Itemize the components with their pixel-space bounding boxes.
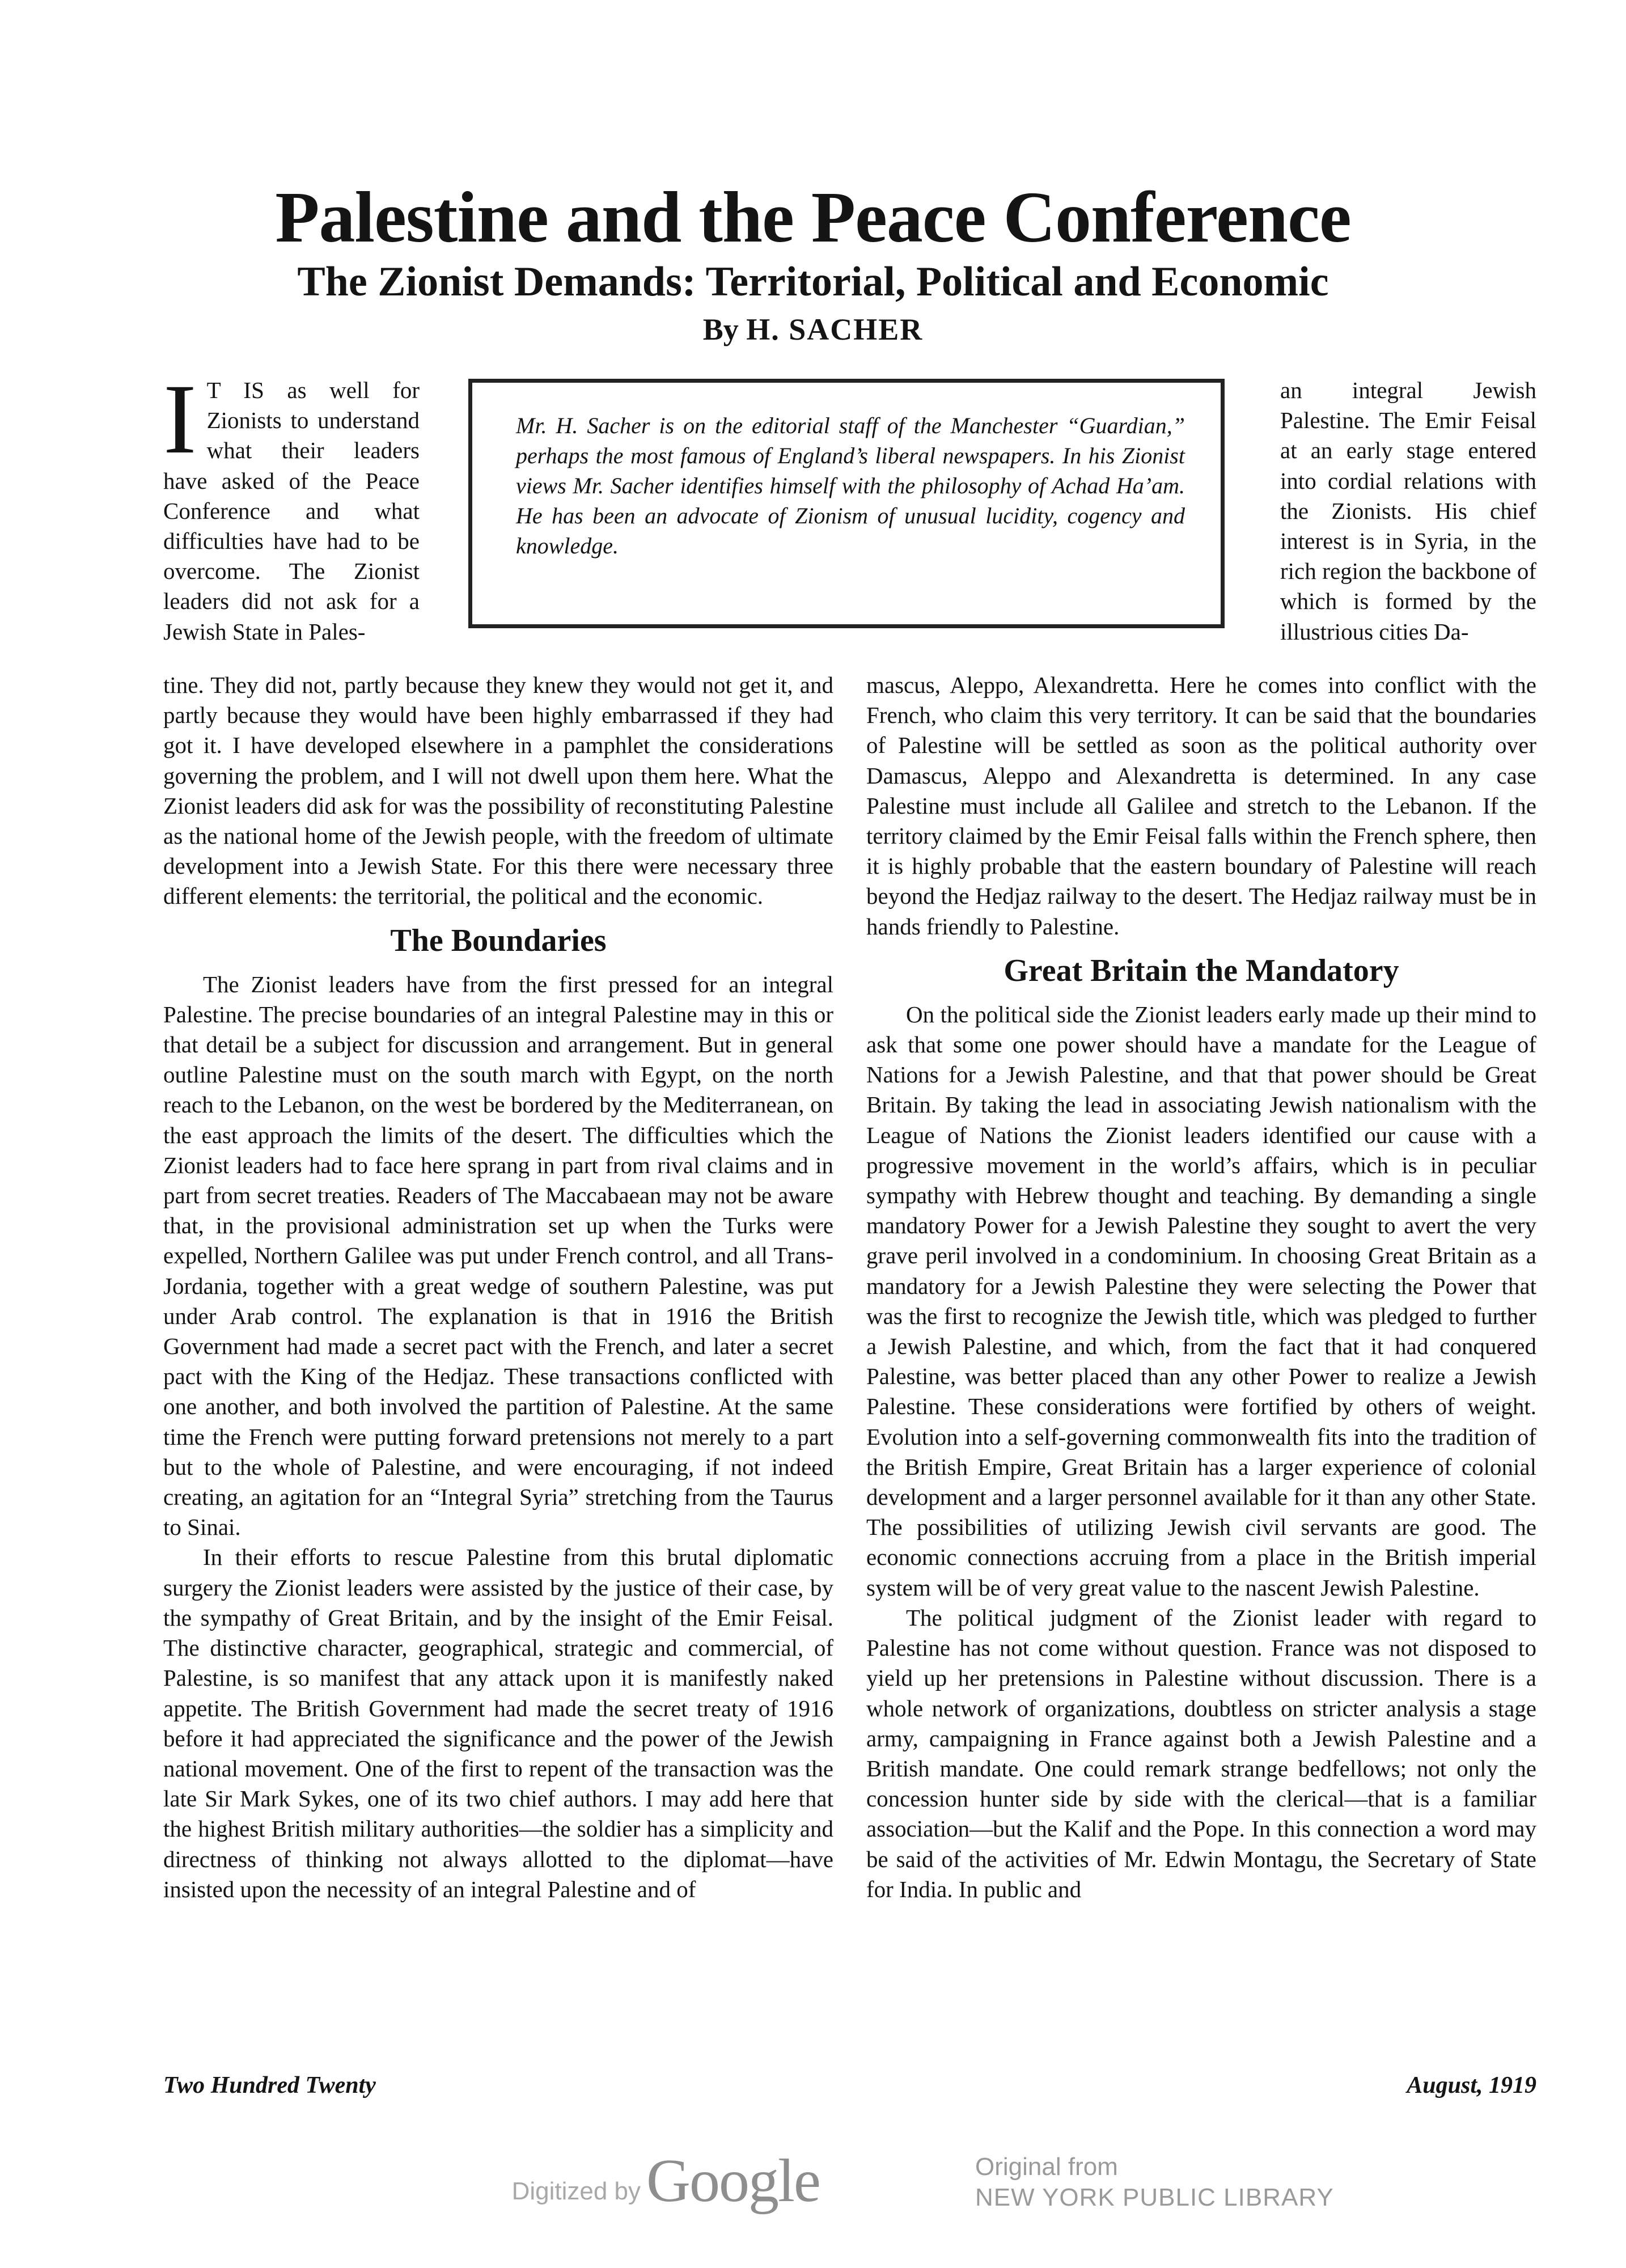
article-subtitle: The Zionist Demands: Territorial, Political and Economic <box>297 259 1329 305</box>
heading-boundaries: The Boundaries <box>390 923 607 958</box>
intro-continuation: tine. They did not, partly because they knew they would not get it, and partly because they would have been highly embarrassed if they had got it. I have developed elsewhere in a pamphlet the considerations governing the problem, and I will not dwell upon them here. What the Zionist leaders did ask for was the possibility of reconstituting Palestine as the national home of the Jewish people, with the freedom of ultimate development into a Jewish State. For this there were necessary three different elements: the territorial, the political and the economic. <box>163 672 833 909</box>
intro-text: T IS as well for Zionists to understand what their leaders have asked of the Peace Conference and what difficulties have had to be overcome. The Zionist leaders did not ask for a Jewish State in Pales- <box>163 377 420 645</box>
google-logo: Google <box>646 2147 820 2215</box>
library-attribution <box>975 2152 1429 2213</box>
left-column <box>163 670 833 1905</box>
digitized-by-label: Digitized by <box>511 2177 641 2205</box>
right-narrow-text: an integral Jewish Palestine. The Emir Feisal at an early stage entered into cordial relations with the Zionists. His chief interest is in Syria, in the rich region the backbone of which is formed by the illustrious cities Da- <box>1280 377 1536 645</box>
editor-note: Mr. H. Sacher is on the editorial staff of the Manchester “Guardian,” perhaps the most famous of England’s liberal newspapers. In his Zionist views Mr. Sacher identifies himself with the philosophy of Achad Ha’am. He has been an advocate of Zionism of unusual lucidity, cogency and knowledge. <box>516 413 1185 558</box>
heading-mandatory: Great Britain the Mandatory <box>1003 953 1399 988</box>
original-from-label: Original from <box>975 2153 1118 2181</box>
issue-date: August, 1919 <box>1407 2072 1536 2098</box>
right-column-narrow <box>1280 375 1536 647</box>
byline <box>0 311 1626 348</box>
byline-author: H. SACHER <box>746 312 924 346</box>
paragraph-mandatory-2: The political judgment of the Zionist leader with regard to Palestine has not come without question. France was not disposed to yield up her pretensions in Palestine without discussion. There is a whole network of organizations, doubtless on stricter analysis a stage army, campaigning in France against both a Jewish Palestine and a British mandate. One could remark strange bedfellows; not only the concession hunter side by side with the clerical—that is a familiar association—but the Kalif and the Pope. In this connection a word may be said of the activities of Mr. Edwin Montagu, the Secretary of State for India. In public and <box>866 1604 1536 1902</box>
article-title: Palestine and the Peace Conference <box>275 177 1351 257</box>
paragraph-boundaries-2: In their efforts to rescue Palestine from this brutal diplomatic surgery the Zionist leaders were assisted by the justice of their case, by the sympathy of Great Britain, and by the insight of the Emir Feisal. The distinctive character, geographical, strategic and commercial, of Palestine, is so manifest that any attack upon it is manifestly naked appetite. The British Government had made the secret treaty of 1916 before it had appreciated the significance and the power of the Jewish national movement. One of the first to repent of the transaction was the late Sir Mark Sykes, one of its two chief authors. I may add here that the highest British military authorities—the soldier has a simplicity and directness of thinking not always allotted to the diplomat—have insisted upon the necessity of an integral Palestine and of <box>163 1544 833 1902</box>
drop-cap: I <box>163 364 197 475</box>
intro-column-narrow <box>163 364 420 647</box>
paragraph-mandatory-1: On the political side the Zionist leaders early made up their mind to ask that some one power should have a mandate for the League of Nations for a Jewish Palestine, and that that power should be Great Britain. By taking the lead in associating Jewish nationalism with the League of Nations the Zionist leaders identified our cause with a progressive movement in the world’s affairs, which is in peculiar sympathy with Hebrew thought and teaching. By demanding a single mandatory Power for a Jewish Palestine they sought to avert the very grave peril involved in a condominium. In choosing Great Britain as a mandatory for a Jewish Palestine they were selecting the Power that was the first to recognize the Jewish title, which was pledged to further a Jewish Palestine, and which, from the fact that it had conquered Palestine, was better placed than any other Power to realize a Jewish Palestine. These considerations were fortified by others of weight. Evolution into a self-governing commonwealth fits into the tradition of the British Empire, Great Britain has a larger experience of colonial development and a larger personnel available for it than any other State. The possibilities of utilizing Jewish civil servants are good. The economic connections accruing from a place in the British imperial system will be of very great value to the nascent Jewish Palestine. <box>866 1001 1536 1601</box>
byline-prefix: By <box>702 312 747 346</box>
right-column <box>866 670 1536 1905</box>
right-continuation: mascus, Aleppo, Alexandretta. Here he comes into conflict with the French, who claim this very territory. It can be said that the boundaries of Palestine will be settled as soon as the political authority over Damascus, Aleppo and Alexandretta is determined. In any case Palestine must include all Galilee and stretch to the Lebanon. If the territory claimed by the Emir Feisal falls within the French sphere, then it is highly probable that the eastern boundary of Palestine will reach beyond the Hedjaz railway to the desert. The Hedjaz railway must be in hands friendly to Palestine. <box>866 672 1536 940</box>
paragraph-boundaries-1: The Zionist leaders have from the first pressed for an integral Palestine. The precise boundaries of an integral Palestine may in this or that detail be a subject for discussion and arrangement. But in general outline Palestine must on the south march with Egypt, on the north reach to the Lebanon, on the west be bordered by the Mediterranean, on the east approach the limits of the desert. The difficulties which the Zionist leaders had to face here sprang in part from rival claims and in part from secret treaties. Readers of The Maccabaean may not be aware that, in the provisional administration set up when the Turks were expelled, Northern Galilee was put under French control, and all Trans-Jordania, together with a great wedge of southern Palestine, was put under Arab control. The explanation is that in 1916 the British Government had made a secret pact with the French, and later a secret pact with the King of the Hedjaz. These transactions conflicted with one another, and both involved the partition of Palestine. At the same time the French were putting forward pretensions not merely to a part but to the whole of Palestine, and were encouraging, if not indeed creating, an agitation for an “Integral Syria” stretching from the Taurus to Sinai. <box>163 971 833 1541</box>
page-number: Two Hundred Twenty <box>163 2072 376 2098</box>
library-name: NEW YORK PUBLIC LIBRARY <box>975 2184 1334 2211</box>
